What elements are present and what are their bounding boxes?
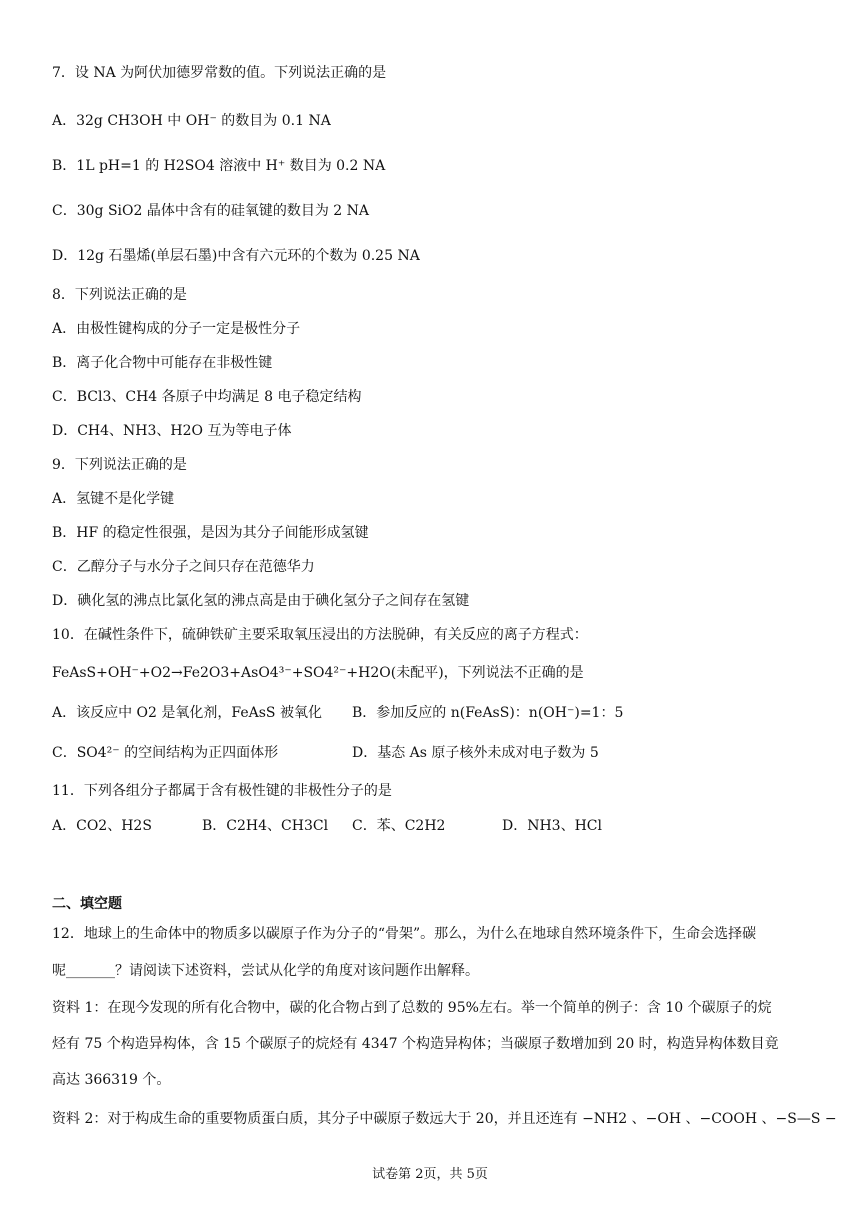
q12-line2: 呢_______？请阅读下述资料，尝试从化学的角度对该问题作出解释。	[52, 963, 479, 979]
q10-option-a: A．该反应中 O2 是氧化剂，FeAsS 被氧化	[52, 705, 322, 721]
q9-option-b: B．HF 的稳定性很强，是因为其分子间能形成氢键	[52, 525, 369, 541]
page-footer: 试卷第 2页，共 5页	[372, 1167, 488, 1182]
q9-option-d: D．碘化氢的沸点比氯化氢的沸点高是由于碘化氢分子之间存在氢键	[52, 593, 470, 609]
q10-stem: 10．在碱性条件下，硫砷铁矿主要采取氧压浸出的方法脱砷，有关反应的离子方程式：	[52, 627, 588, 643]
material1-line2: 烃有 75 个构造异构体，含 15 个碳原子的烷烃有 4347 个构造异构体；当碳原子数增加到 20 时，构造异构体数目竟	[52, 1036, 779, 1052]
q11-stem: 11．下列各组分子都属于含有极性键的非极性分子的是	[52, 783, 392, 799]
q7-option-a: A．32g CH3OH 中 OH⁻ 的数目为 0.1 NA	[52, 113, 331, 129]
q11-option-c: C．苯、C2H2	[352, 818, 446, 834]
q10-option-c: C．SO4²⁻ 的空间结构为正四面体形	[52, 745, 279, 761]
q8-option-a: A．由极性键构成的分子一定是极性分子	[52, 321, 301, 337]
q8-stem: 8．下列说法正确的是	[52, 287, 187, 303]
q7-option-c: C．30g SiO2 晶体中含有的硅氧键的数目为 2 NA	[52, 203, 370, 219]
material2-line1: 资料 2：对于构成生命的重要物质蛋白质，其分子中碳原子数远大于 20，并且还连有 −NH2 、−OH 、−COOH 、−S—S −	[52, 1111, 837, 1127]
q11-option-d: D．NH3、HCl	[502, 818, 602, 834]
q8-option-c: C．BCl3、CH4 各原子中均满足 8 电子稳定结构	[52, 389, 362, 405]
q7-option-d: D．12g 石墨烯(单层石墨)中含有六元环的个数为 0.25 NA	[52, 248, 420, 264]
q9-stem: 9．下列说法正确的是	[52, 457, 187, 473]
q9-option-c: C．乙醇分子与水分子之间只存在范德华力	[52, 559, 315, 575]
q8-option-b: B．离子化合物中可能存在非极性键	[52, 355, 273, 371]
q7-stem: 7．设 NA 为阿伏加德罗常数的值。下列说法正确的是	[52, 65, 387, 81]
q10-option-d: D．基态 As 原子核外未成对电子数为 5	[352, 745, 599, 761]
q11-option-b: B．C2H4、CH3Cl	[202, 818, 329, 834]
section-title: 二、填空题	[52, 896, 122, 912]
q10-option-b: B．参加反应的 n(FeAsS)：n(OH⁻)=1：5	[352, 705, 624, 721]
q11-option-a: A．CO2、H2S	[52, 818, 152, 834]
material1-line1: 资料 1：在现今发现的所有化合物中，碳的化合物占到了总数的 95%左右。举一个简单的例子：含 10 个碳原子的烷	[52, 1000, 772, 1016]
material1-line3: 高达 366319 个。	[52, 1072, 171, 1088]
q10-equation: FeAsS+OH⁻+O2→Fe2O3+AsO4³⁻+SO4²⁻+H2O(未配平)，下列说法不正确的是	[52, 665, 584, 681]
q8-option-d: D．CH4、NH3、H2O 互为等电子体	[52, 423, 292, 439]
q12-line1: 12．地球上的生命体中的物质多以碳原子作为分子的“骨架”。那么，为什么在地球自然环境条件下，生命会选择碳	[52, 926, 757, 942]
q9-option-a: A．氢键不是化学键	[52, 491, 175, 507]
q7-option-b: B．1L pH=1 的 H2SO4 溶液中 H⁺ 数目为 0.2 NA	[52, 158, 386, 174]
